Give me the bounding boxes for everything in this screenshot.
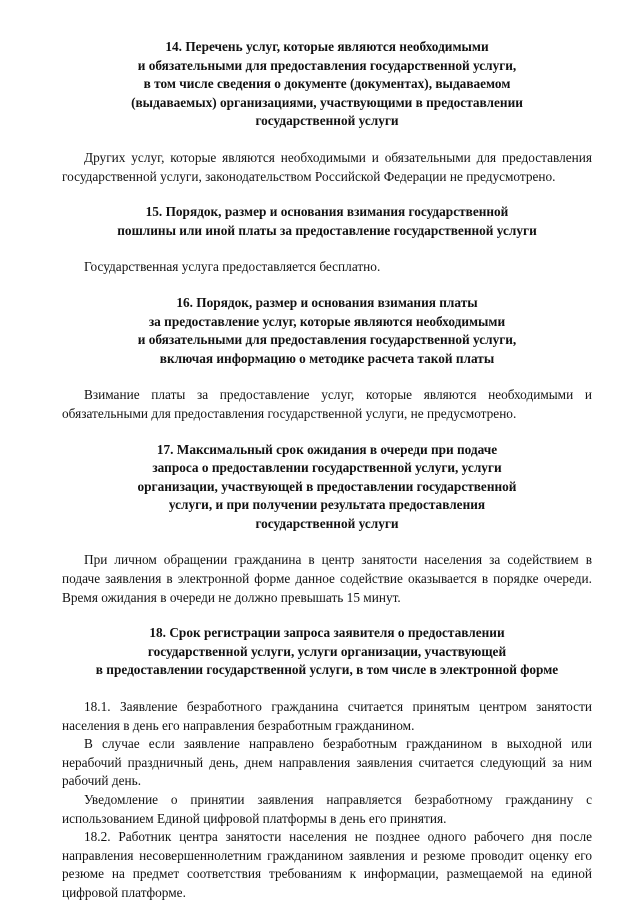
section-18-paragraph-1: 18.1. Заявление безработного гражданина считается принятым центром занятости населения в день его направления безработным гражданином. — [62, 699, 592, 733]
section-14-title-line-2: и обязательными для предоставления государственной услуги, — [137, 57, 517, 73]
section-17-body: При личном обращении гражданина в центр занятости населения за содействием в подаче заявления в электронной форме данное содействие оказывается в порядке очереди. Время ожидания в очереди не должно превышать 15 минут. — [62, 552, 592, 605]
section-17-title-line-5: государственной услуги — [255, 515, 399, 531]
section-15-body: Государственная услуга предоставляется бесплатно. — [84, 259, 381, 275]
section-14-title-line-4: (выдаваемых) организациями, участвующими в предоставлении — [131, 94, 523, 110]
section-18-paragraph-4: 18.2. Работник центра занятости населения не позднее одного рабочего дня после направления несовершеннолетним гражданином заявления и резюме проводит оценку его резюме на предмет соответствия требованиям к информации, размещаемой на единой цифровой платформе. — [62, 829, 592, 900]
section-18-heading — [62, 624, 592, 680]
section-14-title-line-3: в том числе сведения о документе (документах), выдаваемом — [143, 76, 511, 92]
section-16-body: Взимание платы за предоставление услуг, которые являются необходимыми и обязательными для предоставления государственной услуги, не предусмотрено. — [62, 387, 592, 421]
section-15-title-line-1: 15. Порядок, размер и основания взимания государственной — [145, 204, 509, 220]
section-16-title-line-4: включая информацию о методике расчета такой платы — [159, 350, 495, 366]
section-18-title-line-3: в предоставлении государственной услуги, в том числе в электронной форме — [95, 662, 559, 678]
section-18-title-line-1: 18. Срок регистрации запроса заявителя о предоставлении — [149, 625, 505, 641]
section-16-title-line-1: 16. Порядок, размер и основания взимания платы — [176, 294, 478, 310]
section-18-paragraph-3: Уведомление о принятии заявления направляется безработному гражданину с использованием Единой цифровой платформы в день его принятия. — [62, 792, 592, 826]
document-page — [62, 38, 592, 903]
section-16-heading — [62, 294, 592, 368]
section-14-title-line-5: государственной услуги — [255, 113, 399, 129]
section-17-title-line-1: 17. Максимальный срок ожидания в очереди при подаче — [156, 441, 498, 457]
section-15-title-line-2: пошлины или иной платы за предоставление государственной услуги — [117, 222, 537, 238]
section-15-heading — [62, 203, 592, 240]
section-17-title-line-4: услуги, и при получении результата предоставления — [168, 497, 486, 513]
section-14-title-line-1: 14. Перечень услуг, которые являются необходимыми — [165, 39, 489, 54]
section-14-body: Других услуг, которые являются необходимыми и обязательными для предоставления государственной услуги, законодательством Российской Федерации не предусмотрено. — [62, 149, 592, 184]
section-14-heading — [62, 38, 592, 131]
section-17-title-line-2: запроса о предоставлении государственной услуги, услуги — [152, 460, 502, 476]
section-17-title-line-3: организации, участвующей в предоставлении государственной — [137, 478, 517, 494]
section-16-title-line-3: и обязательными для предоставления государственной услуги, — [137, 332, 517, 348]
section-18-paragraph-2: В случае если заявление направлено безработным гражданином в выходной или нерабочий праздничный день, днем направления заявления считается следующий за ним рабочий день. — [62, 736, 592, 789]
section-16-title-line-2: за предоставление услуг, которые являются необходимыми — [148, 313, 506, 329]
section-18-title-line-2: государственной услуги, услуги организации, участвующей — [147, 643, 507, 659]
section-17-heading — [62, 441, 592, 534]
